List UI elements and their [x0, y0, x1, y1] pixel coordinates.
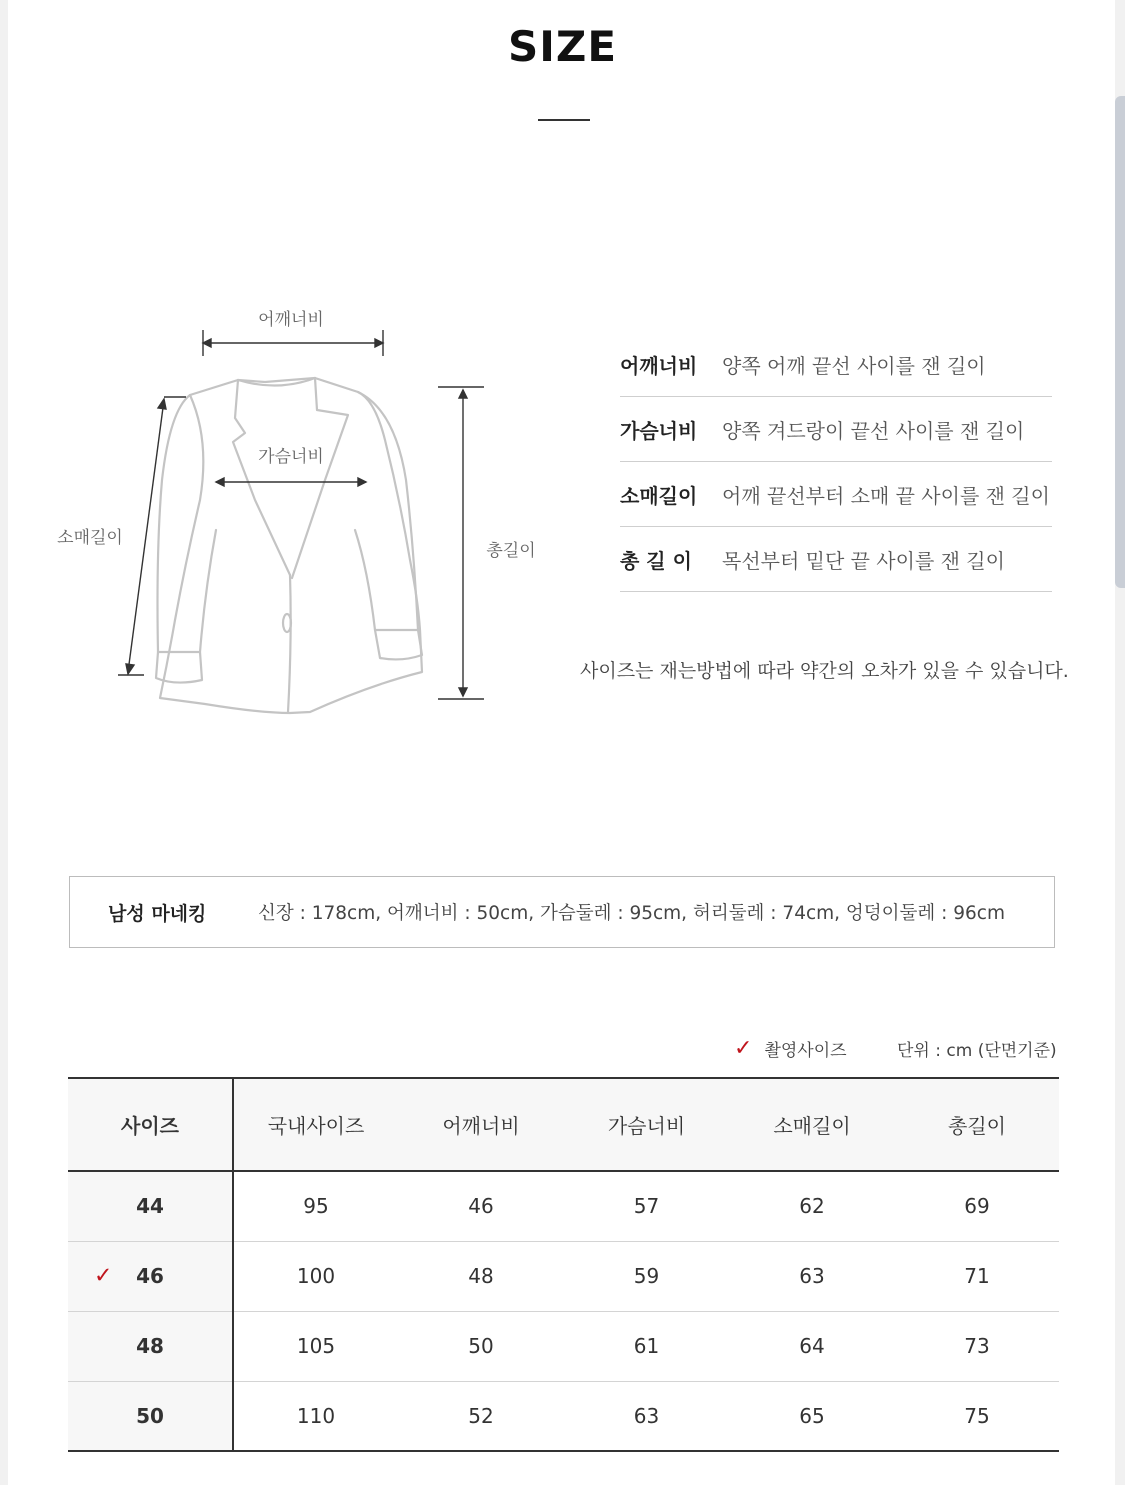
scrollbar-thumb[interactable]	[1115, 96, 1125, 588]
definition-term: 어깨너비	[620, 353, 698, 378]
shoulder-label: 어깨너비	[258, 310, 324, 330]
definition-desc: 어깨 끝선부터 소매 끝 사이를 잰 길이	[722, 483, 1050, 508]
definition-desc: 양쪽 겨드랑이 끝선 사이를 잰 길이	[722, 418, 1025, 443]
table-cell: 52	[398, 1381, 564, 1451]
table-cell: 65	[729, 1381, 895, 1451]
check-icon: ✓	[734, 1036, 753, 1061]
table-cell: 71	[895, 1241, 1059, 1311]
size-value: 50	[136, 1403, 164, 1428]
table-row	[68, 1241, 1059, 1311]
table-row	[68, 1171, 1059, 1241]
title-divider	[538, 119, 590, 121]
measurement-note: 사이즈는 재는방법에 따라 약간의 오차가 있을 수 있습니다.	[580, 660, 1069, 682]
table-row	[68, 1381, 1059, 1451]
definition-term: 총 길 이	[620, 548, 692, 573]
definition-row	[620, 332, 1052, 397]
left-sleeve	[158, 395, 217, 652]
sleeve-label: 소매길이	[57, 528, 123, 548]
right-lapel	[292, 378, 348, 578]
definition-term: 가슴너비	[620, 418, 698, 443]
jacket-diagram	[40, 300, 560, 730]
table-cell: 46	[398, 1171, 564, 1241]
photo-size-legend	[734, 1036, 847, 1061]
mannequin-info	[69, 876, 1055, 948]
right-sleeve	[355, 392, 418, 630]
right-cuff	[375, 630, 422, 659]
size-value: 46	[136, 1264, 164, 1288]
header-cell: 국내사이즈	[233, 1078, 398, 1171]
table-cell: 62	[729, 1171, 895, 1241]
left-cuff	[156, 652, 202, 683]
table-cell: 63	[729, 1241, 895, 1311]
table-cell: 105	[233, 1311, 398, 1381]
header-cell: 어깨너비	[398, 1078, 564, 1171]
chest-label: 가슴너비	[258, 447, 324, 467]
header-cell: 소매길이	[729, 1078, 895, 1171]
check-icon: ✓	[94, 1263, 113, 1289]
table-cell: 57	[564, 1171, 729, 1241]
definition-desc: 양쪽 어깨 끝선 사이를 잰 길이	[722, 353, 986, 378]
definition-row	[620, 527, 1052, 592]
size-cell	[68, 1241, 233, 1311]
table-row	[68, 1311, 1059, 1381]
table-cell: 69	[895, 1171, 1059, 1241]
size-cell	[68, 1171, 233, 1241]
size-value: 48	[136, 1334, 164, 1358]
mannequin-label: 남성 마네킹	[108, 902, 207, 925]
unit-legend	[897, 1036, 1057, 1061]
table-cell: 100	[233, 1241, 398, 1311]
table-cell: 59	[564, 1241, 729, 1311]
table-cell: 61	[564, 1311, 729, 1381]
definition-row	[620, 397, 1052, 462]
table-cell: 50	[398, 1311, 564, 1381]
header-cell: 가슴너비	[564, 1078, 729, 1171]
table-cell: 73	[895, 1311, 1059, 1381]
table-cell: 75	[895, 1381, 1059, 1451]
mannequin-measurements: 신장 : 178cm, 어깨너비 : 50cm, 가슴둘레 : 95cm, 허리둘레 : 74cm, 엉덩이둘레 : 96cm	[258, 903, 1006, 924]
photo-size-label: 촬영사이즈	[764, 1041, 847, 1061]
table-cell: 110	[233, 1381, 398, 1451]
table-cell: 95	[233, 1171, 398, 1241]
definition-row	[620, 462, 1052, 527]
measurement-definitions	[620, 332, 1052, 592]
front-opening	[288, 575, 291, 712]
header-cell: 총길이	[895, 1078, 1059, 1171]
left-lapel	[233, 380, 290, 575]
definition-term: 소매길이	[620, 483, 698, 508]
table-header-row	[68, 1078, 1059, 1171]
size-table	[68, 1077, 1059, 1452]
page-title: SIZE	[507, 22, 618, 71]
size-cell	[68, 1311, 233, 1381]
size-value: 44	[136, 1194, 164, 1219]
table-cell: 64	[729, 1311, 895, 1381]
header-cell: 사이즈	[68, 1078, 233, 1171]
table-cell: 63	[564, 1381, 729, 1451]
table-cell: 48	[398, 1241, 564, 1311]
unit-label: 단위 : cm (단면기준)	[897, 1041, 1057, 1061]
definition-desc: 목선부터 밑단 끝 사이를 잰 길이	[722, 548, 1005, 573]
size-cell	[68, 1381, 233, 1451]
total-length-label: 총길이	[486, 541, 536, 561]
